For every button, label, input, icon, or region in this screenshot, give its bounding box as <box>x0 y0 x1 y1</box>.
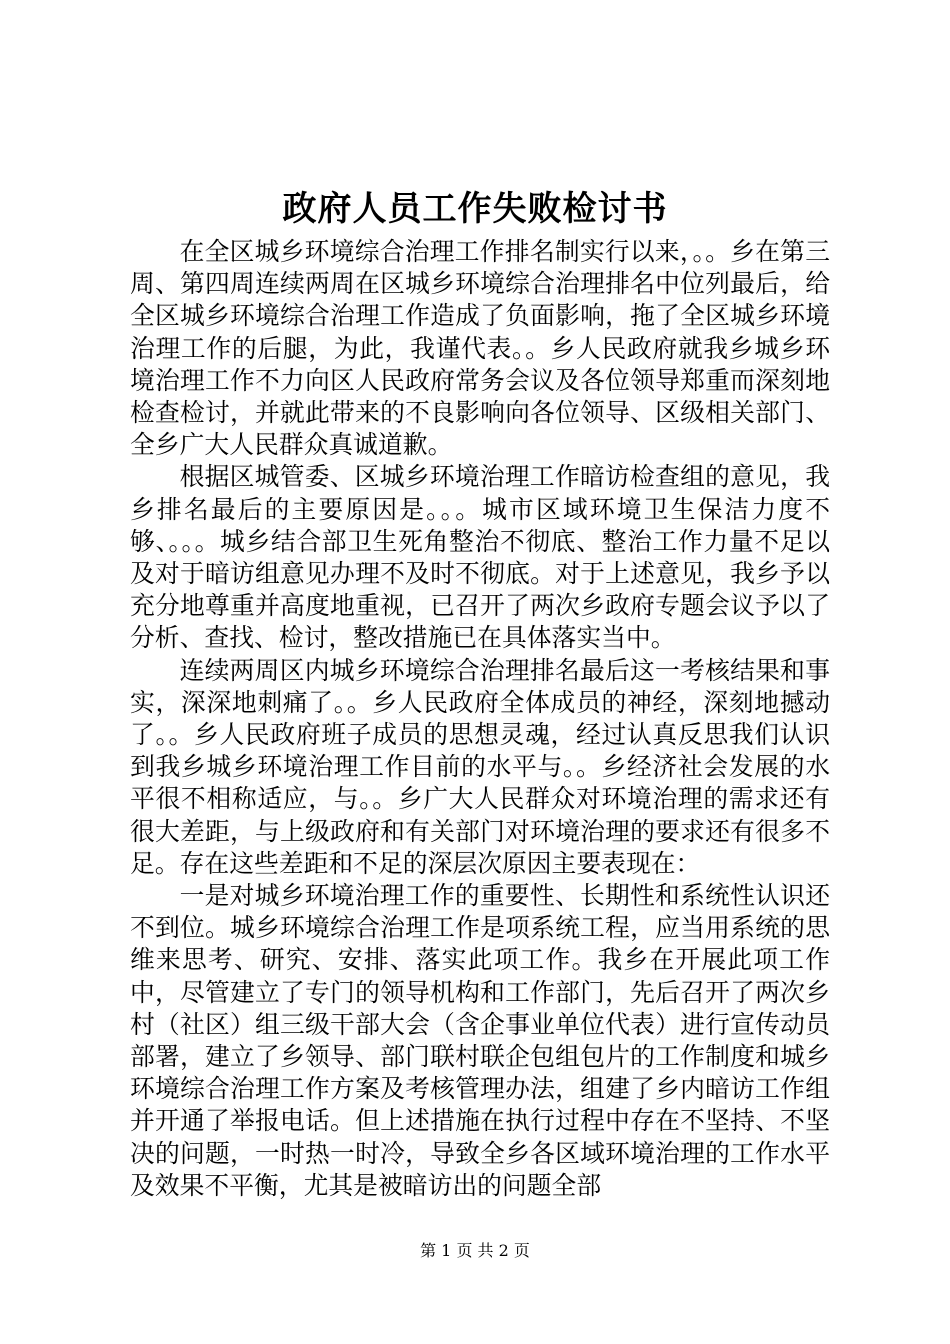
paragraph-2: 根据区城管委、区城乡环境治理工作暗访检查组的意见，我乡排名最后的主要原因是。。。城市区域环境卫生保洁力度不够、。。。城乡结合部卫生死角整治不彻底、整治工作力量不足以及对于暗访组意见办理不及时不彻底。对于上述意见，我乡予以充分地尊重并高度地重视，已召开了两次乡政府专题会议予以了分析、查找、检讨，整改措施已在具体落实当中。 <box>130 462 830 653</box>
document-body <box>130 236 830 1202</box>
page-footer: 第 1 页 共 2 页 <box>420 1241 530 1260</box>
paragraph-4: 一是对城乡环境治理工作的重要性、长期性和系统性认识还不到位。城乡环境综合治理工作是项系统工程，应当用系统的思维来思考、研究、安排、落实此项工作。我乡在开展此项工作中，尽管建立了专门的领导机构和工作部门，先后召开了两次乡村（社区）组三级干部大会（含企事业单位代表）进行宣传动员部署，建立了乡领导、部门联村联企包组包片的工作制度和城乡环境综合治理工作方案及考核管理办法，组建了乡内暗访工作组并开通了举报电话。但上述措施在执行过程中存在不坚持、不坚决的问题，一时热一时冷，导致全乡各区域环境治理的工作水平及效果不平衡，尤其是被暗访出的问题全部 <box>130 881 830 1200</box>
paragraph-1: 在全区城乡环境综合治理工作排名制实行以来，。。乡在第三周、第四周连续两周在区城乡环境综合治理排名中位列最后，给全区城乡环境综合治理工作造成了负面影响，拖了全区城乡环境治理工作的后腿，为此，我谨代表。。乡人民政府就我乡城乡环境治理工作不力向区人民政府常务会议及各位领导郑重而深刻地检查检讨，并就此带来的不良影响向各位领导、区级相关部门、全乡广大人民群众真诚道歉。 <box>130 237 830 460</box>
document-title: 政府人员工作失败检讨书 <box>282 189 668 229</box>
paragraph-3: 连续两周区内城乡环境综合治理排名最后这一考核结果和事实，深深地刺痛了。。乡人民政府全体成员的神经，深刻地撼动了。。乡人民政府班子成员的思想灵魂，经过认真反思我们认识到我乡城乡环境治理工作目前的水平与。。乡经济社会发展的水平很不相称适应，与。。乡广大人民群众对环境治理的需求还有很大差距，与上级政府和有关部门对环境治理的要求还有很多不足。存在这些差距和不足的深层次原因主要表现在： <box>130 655 830 878</box>
